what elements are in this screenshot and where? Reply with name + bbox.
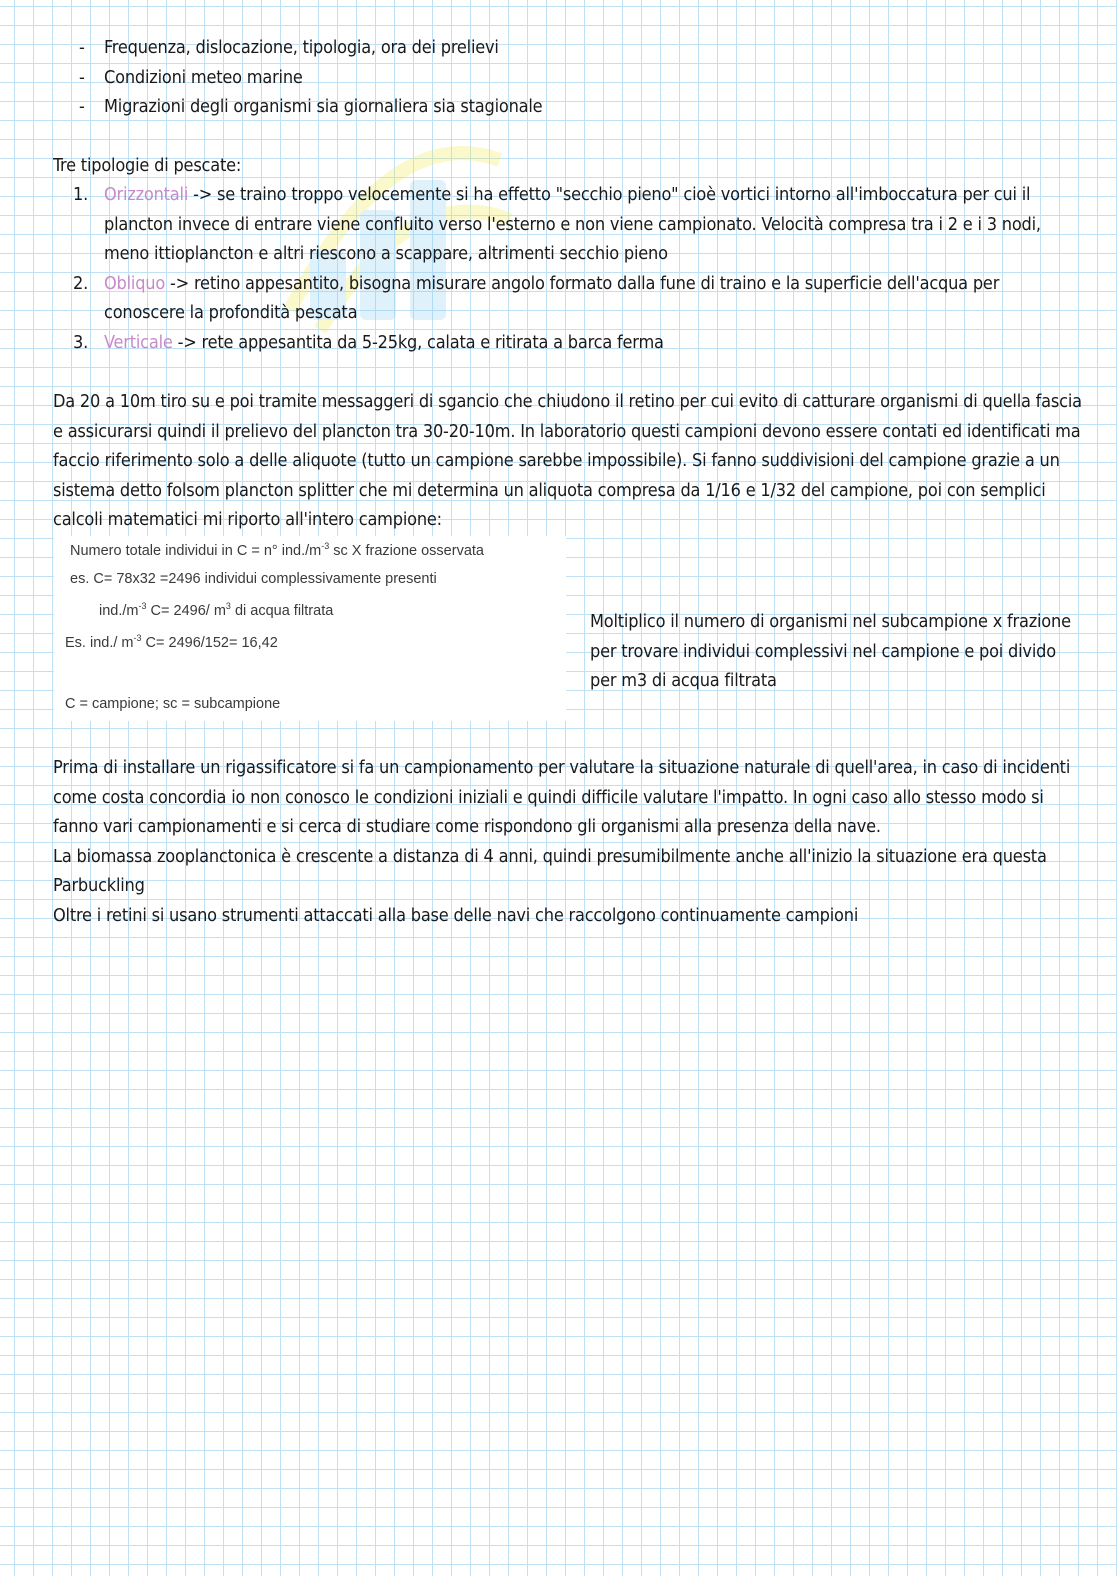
formula-line: $ind./m^{-3}$ C= 2496/ $m^3$ di acqua filtrata — [99, 601, 334, 619]
formula-line: Numero totale individui in C = n° $ind./m^{-3}$ sc X frazione osservata — [70, 541, 484, 559]
list-item: - Condizioni meteo marine — [79, 66, 303, 88]
paragraph-rig — [53, 753, 1083, 930]
side-note: Moltiplico il numero di organismi nel subcampione x frazione per trovare individui complessivi nel campione e poi divido per m3 di acqua filtrata — [590, 611, 1071, 691]
criteria-list — [76, 33, 1076, 122]
formula-box — [54, 536, 566, 721]
paragraph-line: Prima di installare un rigassificatore si fa un campionamento per valutare la situazione naturale di quell'area, in caso di incidenti come costa concordia io non conosco le condizioni iniziali e quindi difficile valutare l'impatto. In ogni caso allo stesso modo si fanno vari campionamenti e si cerca di studiare come rispondono gli organismi alla presenza della nave. — [53, 757, 1071, 837]
paragraph-line: Parbuckling — [53, 875, 145, 896]
term-label: Verticale — [104, 331, 173, 353]
list-item: - Migrazioni degli organismi sia giornaliera sia stagionale — [79, 96, 543, 117]
formula-legend: C = campione; sc = subcampione — [65, 696, 281, 712]
term-label: Orizzontali — [104, 184, 189, 205]
fishing-types-list — [66, 180, 1076, 357]
fishing-type-vertical: 3. Verticale -> rete appesantita da 5-25kg, calata e ritirata a barca ferma — [73, 331, 664, 353]
formula-line: es. C= 78x32 =2496 individui complessivamente presenti — [70, 571, 437, 587]
paragraph-line: La biomassa zooplanctonica è crescente a distanza di 4 anni, quindi presumibilmente anche all'inizio la situazione era questa — [53, 845, 1047, 867]
fishing-heading: Tre tipologie di pescate: — [53, 155, 242, 176]
term-label: Obliquo — [104, 272, 166, 294]
list-item: - Frequenza, dislocazione, tipologia, ora dei prelievi — [79, 37, 499, 58]
fishing-type-oblique: 2. Obliquo -> retino appesantito, bisogna misurare angolo formato dalla fune di traino e la superficie dell'acqua per conoscere la profondità pescata — [73, 272, 1000, 323]
fishing-type-horizontal: 1. Orizzontali -> se traino troppo velocemente si ha effetto "secchio pieno" cioè vortici intorno all'imboccatura per cui il plancton invece di entrare viene confluito verso l'esterno e non viene campionato. Velocità compresa tra i 2 e i 3 nodi, meno ittioplancton e altri riescono a scappare, altrimenti secchio pieno — [73, 184, 1041, 264]
paragraph-line: Oltre i retini si usano strumenti attaccati alla base delle navi che raccolgono continuamente campioni — [53, 904, 859, 926]
formula-line: Es. ind./ $m^{-3}$ C= 2496/152= 16,42 — [65, 633, 278, 651]
paragraph-nets: Da 20 a 10m tiro su e poi tramite messaggeri di sgancio che chiudono il retino per cui evito di catturare organismi di quella fascia e assicurarsi quindi il prelievo del plancton tra 30-20-10m. In laboratorio questi campioni devono essere contati ed identificati ma faccio riferimento solo a delle aliquote (tutto un campione sarebbe impossibile). Si fanno suddivisioni del campione grazie a un sistema detto folsom plancton splitter che mi determina un aliquota compresa da 1/16 e 1/32 del campione, poi con semplici calcoli matematici mi riporto all'intero campione: — [53, 391, 1082, 530]
